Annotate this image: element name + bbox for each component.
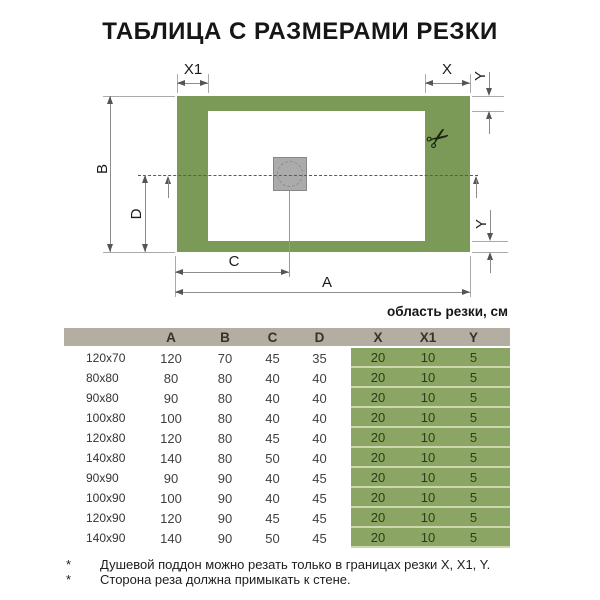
cell-x1: 10 — [405, 508, 451, 528]
arrow — [200, 80, 208, 86]
table-row — [64, 428, 510, 448]
row-size-label: 140x80 — [86, 451, 126, 465]
arrow — [177, 80, 185, 86]
footnote-line — [66, 573, 540, 588]
cell-d: 45 — [312, 490, 327, 506]
table-row — [64, 488, 510, 508]
cell-x1: 10 — [405, 408, 451, 428]
dim-label-c: C — [228, 253, 240, 270]
cell-b: 90 — [217, 490, 233, 506]
cell-d: 40 — [312, 450, 327, 466]
cell-c: 40 — [265, 470, 280, 486]
dim-line-y-top-tail — [489, 118, 490, 134]
arrow — [487, 233, 493, 241]
ext-line — [472, 241, 508, 242]
cell-x: 20 — [351, 408, 405, 428]
drain-circle — [277, 161, 303, 187]
footnote-marker: * — [66, 557, 72, 572]
row-size-label: 100x90 — [86, 491, 126, 505]
ext-line — [470, 256, 471, 297]
cell-d: 40 — [312, 390, 327, 406]
cell-x: 20 — [351, 448, 405, 468]
cell-d: 35 — [312, 350, 327, 366]
cell-x1: 10 — [405, 468, 451, 488]
cell-c: 50 — [265, 530, 280, 546]
header-y: Y — [468, 329, 478, 345]
cell-y: 5 — [451, 388, 510, 408]
row-size-label: 90x90 — [86, 471, 119, 485]
cell-x: 20 — [351, 428, 405, 448]
row-size-label: 140x90 — [86, 531, 126, 545]
dim-line-y-bottom-tail — [490, 259, 491, 273]
dim-line-a — [175, 292, 470, 293]
header-b: B — [220, 329, 230, 345]
cell-b: 80 — [217, 450, 233, 466]
cell-d: 40 — [312, 370, 327, 386]
cell-a: 120 — [160, 350, 182, 366]
arrow — [142, 175, 148, 183]
table-row — [64, 508, 510, 528]
cell-c: 45 — [265, 350, 280, 366]
cell-a: 120 — [160, 430, 182, 446]
cell-x1: 10 — [405, 528, 451, 548]
dim-label-b: B — [94, 164, 111, 175]
cell-x1: 10 — [405, 488, 451, 508]
cell-b: 80 — [217, 370, 233, 386]
row-size-label: 80x80 — [86, 371, 119, 385]
cell-c: 50 — [265, 450, 280, 466]
dim-label-d: D — [128, 208, 145, 220]
header-empty — [64, 328, 143, 346]
footnote-line — [66, 558, 540, 573]
arrow — [425, 80, 433, 86]
footnote-marker: * — [66, 571, 72, 587]
table-row — [64, 468, 510, 488]
cell-x: 20 — [351, 348, 405, 368]
dim-label-x1: X1 — [183, 61, 203, 78]
cell-c: 40 — [265, 370, 280, 386]
cell-b: 90 — [217, 470, 233, 486]
page-title: ТАБЛИЦА С РАЗМЕРАМИ РЕЗКИ — [102, 18, 498, 45]
arrow — [462, 80, 470, 86]
table-row — [64, 368, 510, 388]
cell-d: 40 — [312, 410, 327, 426]
cell-x: 20 — [351, 368, 405, 388]
row-size-label: 120x80 — [86, 431, 126, 445]
cell-c: 40 — [265, 490, 280, 506]
cell-c: 45 — [265, 510, 280, 526]
footnotes — [66, 558, 540, 587]
cell-y: 5 — [451, 408, 510, 428]
cell-d: 40 — [312, 430, 327, 446]
cell-a: 140 — [160, 530, 182, 546]
size-table — [64, 328, 510, 548]
cell-y: 5 — [451, 468, 510, 488]
ext-line — [472, 96, 504, 97]
cell-a: 100 — [160, 410, 182, 426]
cell-x: 20 — [351, 528, 405, 548]
dim-label-y-bottom: Y — [473, 219, 490, 230]
arrow — [175, 269, 183, 275]
table-row — [64, 388, 510, 408]
cell-b: 70 — [217, 350, 233, 366]
cell-c: 45 — [265, 430, 280, 446]
arrow — [486, 88, 492, 96]
cell-d: 45 — [312, 510, 327, 526]
cell-a: 120 — [160, 510, 182, 526]
arrow — [175, 289, 183, 295]
arrow — [281, 269, 289, 275]
center-tick-left — [168, 180, 169, 198]
header-c: C — [267, 329, 278, 345]
row-size-label: 120x90 — [86, 511, 126, 525]
scissors-icon: ✂ — [419, 118, 457, 158]
ext-line — [103, 96, 175, 97]
cell-x: 20 — [351, 508, 405, 528]
cell-c: 40 — [265, 390, 280, 406]
table-header-row — [64, 328, 510, 348]
cell-x: 20 — [351, 488, 405, 508]
table-row — [64, 348, 510, 368]
row-size-label: 120x70 — [86, 351, 126, 365]
center-dashed-line — [138, 175, 478, 176]
cell-x1: 10 — [405, 388, 451, 408]
arrow — [107, 96, 113, 104]
table-row — [64, 448, 510, 468]
dim-label-y-top: Y — [472, 71, 489, 82]
cell-d: 45 — [312, 470, 327, 486]
drain-leader-line — [289, 191, 290, 277]
cell-y: 5 — [451, 428, 510, 448]
cell-x1: 10 — [405, 368, 451, 388]
cell-c: 40 — [265, 410, 280, 426]
cell-a: 80 — [163, 370, 179, 386]
cell-y: 5 — [451, 348, 510, 368]
cell-x1: 10 — [405, 448, 451, 468]
cell-b: 90 — [217, 530, 233, 546]
cell-a: 90 — [163, 470, 179, 486]
dim-line-c — [175, 272, 289, 273]
cell-b: 80 — [217, 390, 233, 406]
ext-line — [103, 252, 175, 253]
cell-b: 80 — [217, 410, 233, 426]
cell-b: 90 — [217, 510, 233, 526]
cell-x: 20 — [351, 388, 405, 408]
cell-x1: 10 — [405, 348, 451, 368]
cell-b: 80 — [217, 430, 233, 446]
dim-label-a: A — [321, 274, 332, 291]
cell-a: 100 — [160, 490, 182, 506]
header-a: A — [166, 329, 176, 345]
arrow — [107, 244, 113, 252]
arrow — [462, 289, 470, 295]
cell-d: 45 — [312, 530, 327, 546]
cell-y: 5 — [451, 368, 510, 388]
tray-inner-area — [208, 111, 425, 241]
header-x: X — [373, 329, 383, 345]
cell-x1: 10 — [405, 428, 451, 448]
row-size-label: 90x80 — [86, 391, 119, 405]
cell-a: 140 — [160, 450, 182, 466]
footnote-text: Сторона реза должна примыкать к стене. — [100, 571, 351, 587]
dim-label-x: X — [441, 61, 452, 78]
drain-square — [273, 157, 307, 191]
header-d: D — [314, 329, 325, 345]
cell-y: 5 — [451, 488, 510, 508]
table-row — [64, 528, 510, 548]
ext-line — [208, 74, 209, 93]
cell-a: 90 — [163, 390, 179, 406]
table-row — [64, 408, 510, 428]
cell-y: 5 — [451, 448, 510, 468]
arrow — [142, 244, 148, 252]
cell-y: 5 — [451, 528, 510, 548]
cut-area-header: область резки, см — [386, 304, 508, 319]
center-tick-right — [476, 180, 477, 198]
header-x1: X1 — [419, 329, 437, 345]
row-size-label: 100x80 — [86, 411, 126, 425]
cell-x: 20 — [351, 468, 405, 488]
footnote-text: Душевой поддон можно резать только в границах резки X, X1, Y. — [100, 557, 491, 572]
cell-y: 5 — [451, 508, 510, 528]
